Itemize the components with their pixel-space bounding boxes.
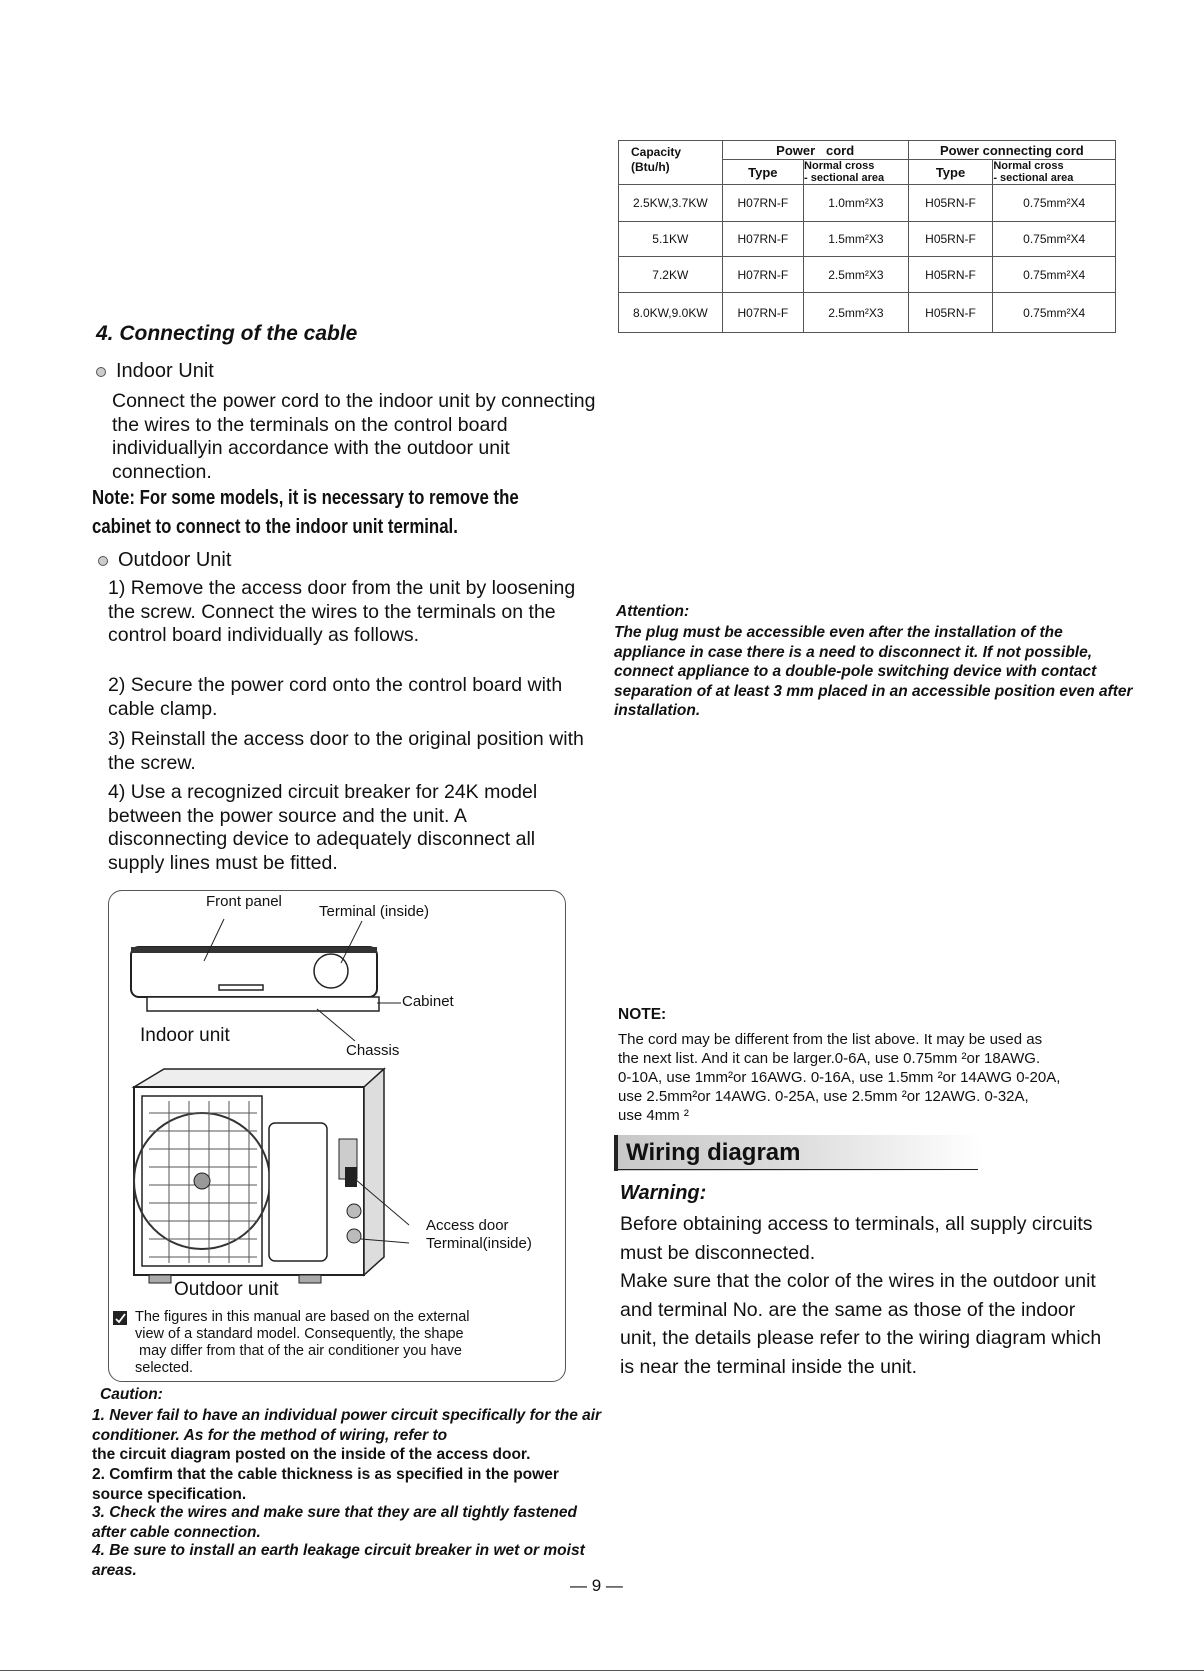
note-line-2: the next list. And it can be larger.0-6A, use 0.75mm ²or 18AWG.	[618, 1050, 1041, 1067]
table-row	[619, 257, 1116, 293]
table-cell: 8.0KW,9.0KW	[619, 293, 723, 333]
header-capacity-text: Capacity	[631, 145, 682, 159]
table-cell: H07RN-F	[722, 257, 803, 293]
caution-item-1b: the circuit diagram posted on the inside of the access door.	[92, 1446, 531, 1463]
header-normal-cross-2: - sectional area	[804, 172, 885, 184]
warning-text-1: Before obtaining access to terminals, all supply circuits must be disconnected.	[620, 1213, 1093, 1264]
table-cell: 5.1KW	[619, 222, 723, 257]
table-cell: 2.5mm²X3	[804, 257, 909, 293]
indoor-unit-heading-text: Indoor Unit	[116, 360, 214, 382]
note-line-4: use 2.5mm²or 14AWG. 0-25A, use 2.5mm ²or 12AWG. 0-32A,	[618, 1088, 1029, 1105]
page-number: — 9 —	[570, 1576, 623, 1595]
outdoor-unit-heading	[98, 549, 231, 572]
table-row	[619, 293, 1116, 333]
label-terminal-inside: Terminal (inside)	[319, 903, 430, 920]
attention-text: The plug must be accessible even after the installation of the appliance in case there is a need to disconnect it. If not possible, connect appliance to a double-pole switching device with contact separation of at least 3 mm placed in an accessible position even after installation.	[614, 624, 1133, 719]
table-row	[619, 222, 1116, 257]
table-cell: H05RN-F	[908, 257, 993, 293]
figure-note-line-4: selected.	[135, 1360, 194, 1376]
caution-title: Caution:	[100, 1386, 163, 1403]
note-line-1: Note: For some models, it is necessary to remove the	[92, 487, 519, 509]
header-power-cord: Power cord	[722, 141, 908, 160]
bullet-dot-icon	[96, 367, 106, 377]
note-title: NOTE:	[618, 1006, 667, 1023]
label-access-door: Access door	[426, 1217, 509, 1234]
table-cell: 0.75mm²X4	[993, 185, 1116, 222]
label-terminal-inside-outdoor: Terminal(inside)	[426, 1235, 532, 1252]
bullet-dot-icon	[98, 556, 108, 566]
table-cell: H05RN-F	[908, 222, 993, 257]
label-outdoor-unit: Outdoor unit	[174, 1279, 279, 1300]
caution-item-2: 2. Comfirm that the cable thickness is as specified in the power source specification.	[92, 1466, 559, 1503]
header-capacity	[619, 141, 723, 185]
table-cell: H07RN-F	[722, 293, 803, 333]
label-indoor-unit: Indoor unit	[140, 1025, 230, 1046]
header-normal-cross	[804, 160, 909, 185]
table-cell: 0.75mm²X4	[993, 222, 1116, 257]
table-cell: 2.5KW,3.7KW	[619, 185, 723, 222]
table-cell: 0.75mm²X4	[993, 293, 1116, 333]
wiring-diagram-header	[614, 1135, 983, 1171]
outdoor-step-1: 1) Remove the access door from the unit by loosening the screw. Connect the wires to the terminals on the control board individually as follows.	[108, 577, 576, 646]
table-cell: 7.2KW	[619, 257, 723, 293]
figure-note-line-2: view of a standard model. Consequently, the shape	[135, 1326, 464, 1342]
outdoor-step-2: 2) Secure the power cord onto the control board with cable clamp.	[108, 674, 563, 720]
header-normal-cross-2nd-2: - sectional area	[993, 172, 1074, 184]
table-cell: 1.5mm²X3	[804, 222, 909, 257]
caution-item-1: 1. Never fail to have an individual power circuit specifically for the air conditioner. As for the method of wiring, refer to	[92, 1407, 602, 1444]
warning-title: Warning:	[620, 1182, 707, 1204]
note-line-3: 0-10A, use 1mm²or 16AWG. 0-16A, use 1.5mm ²or 14AWG 0-20A,	[618, 1069, 1061, 1086]
cord-spec-table	[618, 140, 1116, 333]
wiring-header-rule	[618, 1169, 978, 1170]
outdoor-step-3: 3) Reinstall the access door to the original position with the screw.	[108, 728, 584, 774]
figure-note-line-1: The figures in this manual are based on the external	[135, 1309, 470, 1325]
indoor-unit-text: Connect the power cord to the indoor unit by connecting the wires to the terminals on the control board individuallyin accordance with the outdoor unit connection.	[112, 390, 596, 483]
page-bottom-rule	[0, 1670, 1204, 1671]
table-cell: H07RN-F	[722, 222, 803, 257]
header-type-2: Type	[908, 160, 993, 185]
table-row	[619, 185, 1116, 222]
note-line-5: use 4mm ²	[618, 1107, 689, 1124]
label-front-panel: Front panel	[206, 893, 282, 910]
header-normal-cross-1: Normal cross	[804, 160, 875, 172]
wiring-diagram-title: Wiring diagram	[626, 1139, 801, 1166]
table-cell: 2.5mm²X3	[804, 293, 909, 333]
header-power-connecting-cord: Power connecting cord	[908, 141, 1115, 160]
header-type: Type	[722, 160, 803, 185]
caution-item-3: 3. Check the wires and make sure that they are all tightly fastened after cable connection.	[92, 1504, 577, 1541]
caution-item-4: 4. Be sure to install an earth leakage circuit breaker in wet or moist areas.	[92, 1542, 585, 1579]
indoor-unit-heading	[96, 360, 214, 383]
warning-text-2: Make sure that the color of the wires in the outdoor unit and terminal No. are the same as those of the indoor unit, the details please refer to the wiring diagram which is near the terminal inside the unit.	[620, 1270, 1102, 1378]
attention-title: Attention:	[616, 603, 690, 620]
outdoor-unit-heading-text: Outdoor Unit	[118, 549, 232, 571]
note-line-1: The cord may be different from the list above. It may be used as	[618, 1031, 1043, 1048]
header-capacity-unit: (Btu/h)	[631, 160, 670, 174]
units-illustration	[109, 891, 565, 1381]
table-cell: H05RN-F	[908, 293, 993, 333]
table-cell: H05RN-F	[908, 185, 993, 222]
label-chassis: Chassis	[346, 1042, 400, 1059]
table-cell: H07RN-F	[722, 185, 803, 222]
header-normal-cross-2nd-1: Normal cross	[993, 160, 1064, 172]
label-cabinet: Cabinet	[402, 993, 454, 1010]
table-cell: 1.0mm²X3	[804, 185, 909, 222]
figure-note-line-3: may differ from that of the air conditioner you have	[135, 1343, 462, 1359]
note-line-2: cabinet to connect to the indoor unit terminal.	[92, 516, 458, 538]
units-figure	[108, 890, 566, 1382]
outdoor-step-4: 4) Use a recognized circuit breaker for 24K model between the power source and the unit. A disconnecting device to adequately disconnect all supply lines must be fitted.	[108, 781, 538, 874]
header-normal-cross-2nd	[993, 160, 1116, 185]
table-cell: 0.75mm²X4	[993, 257, 1116, 293]
section-title: 4. Connecting of the cable	[96, 322, 358, 345]
